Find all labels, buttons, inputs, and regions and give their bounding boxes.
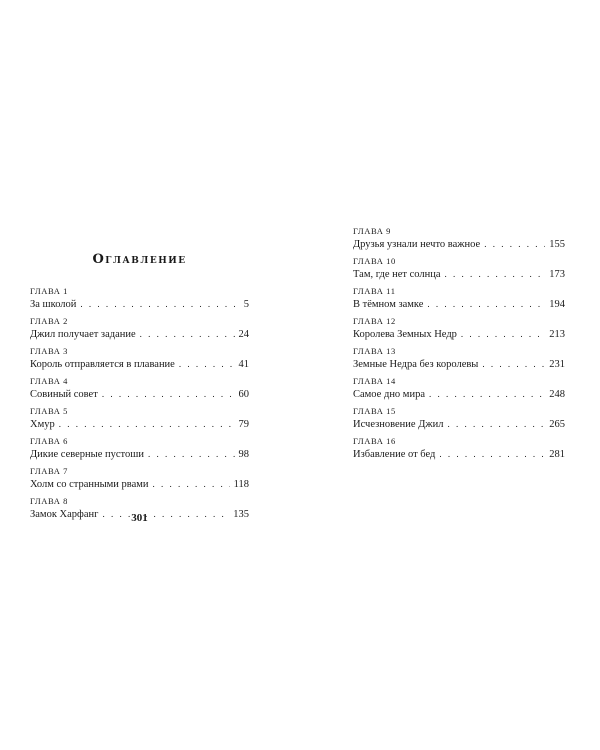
leader-dots [140,327,235,341]
toc-title: Оглавление [92,252,187,267]
chapter-label: ГЛАВА 7 [30,466,69,476]
chapter-label: ГЛАВА 14 [353,376,396,386]
chapter-label: ГЛАВА 8 [30,496,69,506]
chapter-title: Земные Недра без королевы [353,359,479,370]
leader-dots [429,387,545,401]
chapter-page: 5 [243,299,249,310]
chapter-label: ГЛАВА 16 [353,436,396,446]
chapter-title: Король отправляется в плавание [30,359,175,370]
chapter-page: 248 [549,389,565,400]
chapter-label: ГЛАВА 6 [30,436,69,446]
leader-dots [102,387,235,401]
toc-entry [30,286,249,316]
leader-dots [482,357,545,371]
toc-entry [353,406,565,436]
chapter-label: ГЛАВА 10 [353,256,396,266]
chapter-label: ГЛАВА 11 [353,286,396,296]
toc-entry [30,436,249,466]
chapter-page: 265 [549,419,565,430]
chapter-label: ГЛАВА 2 [30,316,69,326]
leader-dots [80,297,239,311]
chapter-page: 41 [238,359,249,370]
leader-dots [439,447,545,461]
toc-entry [353,226,565,256]
toc-entry [353,436,565,466]
chapter-title: Там, где нет солнца [353,269,441,280]
toc-entry [353,256,565,286]
chapter-label: ГЛАВА 13 [353,346,396,356]
toc-entry [353,286,565,316]
chapter-title: В тёмном замке [353,299,424,310]
toc-entry [353,316,565,346]
chapter-page: 118 [233,479,249,490]
page-number: 301 [131,512,148,524]
chapter-title: За школой [30,299,77,310]
chapter-title: Холм со странными рвами [30,479,149,490]
leader-dots [148,447,235,461]
leader-dots [461,327,545,341]
leader-dots [153,477,230,491]
toc-entry [30,346,249,376]
toc-entry [353,346,565,376]
chapter-label: ГЛАВА 3 [30,346,69,356]
toc-list-left [30,286,249,526]
chapter-label: ГЛАВА 15 [353,406,396,416]
chapter-label: ГЛАВА 1 [30,286,69,296]
leader-dots [447,417,545,431]
chapter-title: Замок Харфанг [30,509,99,520]
chapter-title: Дикие северные пустоши [30,449,144,460]
leader-dots [179,357,235,371]
chapter-page: 231 [549,359,565,370]
leader-dots [445,267,546,281]
chapter-page: 24 [238,329,249,340]
toc-entry [30,406,249,436]
chapter-title: Друзья узнали нечто важное [353,239,481,250]
chapter-title: Исчезновение Джил [353,419,444,430]
chapter-page: 194 [549,299,565,310]
leader-dots [427,297,545,311]
leader-dots [59,417,235,431]
leader-dots [484,237,545,251]
chapter-page: 79 [238,419,249,430]
chapter-page: 98 [238,449,249,460]
chapter-page: 135 [233,509,249,520]
toc-list-right [353,226,565,466]
toc-entry [30,316,249,346]
toc-entry [30,466,249,496]
chapter-label: ГЛАВА 5 [30,406,69,416]
chapter-page: 60 [238,389,249,400]
chapter-page: 155 [549,239,565,250]
left-page [30,252,249,526]
right-page [353,226,565,466]
chapter-title: Королева Земных Недр [353,329,457,340]
chapter-page: 173 [549,269,565,280]
chapter-label: ГЛАВА 4 [30,376,69,386]
chapter-label: ГЛАВА 12 [353,316,396,326]
chapter-title: Совиный совет [30,389,98,400]
chapter-label: ГЛАВА 9 [353,226,392,236]
chapter-title: Самое дно мира [353,389,425,400]
chapter-title: Избавление от бед [353,449,436,460]
chapter-page: 281 [549,449,565,460]
chapter-title: Джил получает задание [30,329,136,340]
toc-entry [30,376,249,406]
chapter-title: Хмур [30,419,55,430]
chapter-page: 213 [549,329,565,340]
toc-entry [353,376,565,406]
